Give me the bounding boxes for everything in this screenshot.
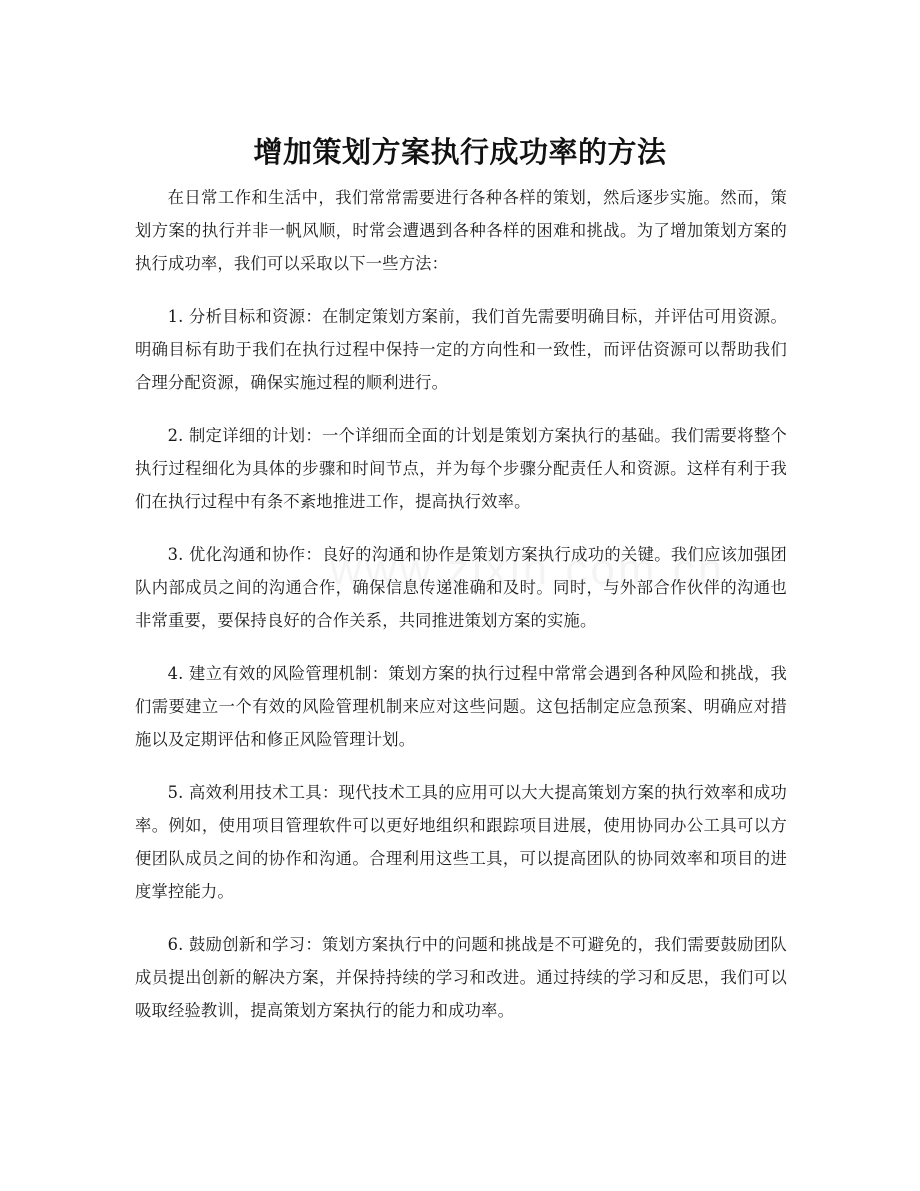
method-paragraph-6: 6. 鼓励创新和学习：策划方案执行中的问题和挑战是不可避免的，我们需要鼓励团队成员提出创新的解决方案，并保持持续的学习和改进。通过持续的学习和反思，我们可以吸取经验教训，提高策划方案执行的能力和成功率。 xyxy=(135,935,787,1020)
document-body xyxy=(135,181,787,1047)
intro-paragraph: 在日常工作和生活中，我们常常需要进行各种各样的策划，然后逐步实施。然而，策划方案的执行并非一帆风顺，时常会遭遇到各种各样的困难和挑战。为了增加策划方案的执行成功率，我们可以采取以下一些方法： xyxy=(135,188,787,273)
method-paragraph-4: 4. 建立有效的风险管理机制：策划方案的执行过程中常常会遇到各种风险和挑战，我们需要建立一个有效的风险管理机制来应对这些问题。这包括制定应急预案、明确应对措施以及定期评估和修正风险管理计划。 xyxy=(135,664,787,749)
document-title: 增加策划方案执行成功率的方法 xyxy=(253,135,667,170)
method-paragraph-5: 5. 高效利用技术工具：现代技术工具的应用可以大大提高策划方案的执行效率和成功率。例如，使用项目管理软件可以更好地组织和跟踪项目进展，使用协同办公工具可以方便团队成员之间的协作和沟通。合理利用这些工具，可以提高团队的协同效率和项目的进度掌控能力。 xyxy=(135,783,787,901)
method-paragraph-2: 2. 制定详细的计划：一个详细而全面的计划是策划方案执行的基础。我们需要将整个执行过程细化为具体的步骤和时间节点，并为每个步骤分配责任人和资源。这样有利于我们在执行过程中有条不紊地推进工作，提高执行效率。 xyxy=(135,426,787,511)
method-paragraph-3: 3. 优化沟通和协作：良好的沟通和协作是策划方案执行成功的关键。我们应该加强团队内部成员之间的沟通合作，确保信息传递准确和及时。同时，与外部合作伙伴的沟通也非常重要，要保持良好的合作关系，共同推进策划方案的实施。 xyxy=(135,545,787,630)
method-paragraph-1: 1. 分析目标和资源：在制定策划方案前，我们首先需要明确目标，并评估可用资源。明确目标有助于我们在执行过程中保持一定的方向性和一致性，而评估资源可以帮助我们合理分配资源，确保实施过程的顺利进行。 xyxy=(135,307,787,392)
